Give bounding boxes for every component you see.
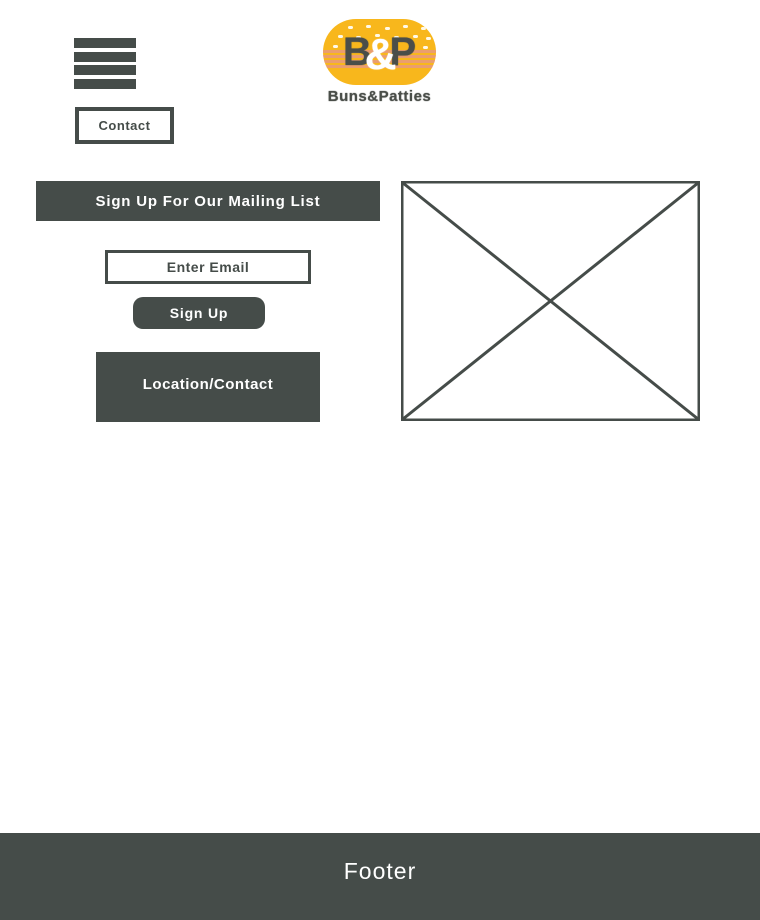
location-contact-button[interactable]: Location/Contact [96, 352, 320, 422]
hamburger-bar [74, 65, 136, 75]
crossed-box-image-placeholder [401, 181, 700, 421]
email-input[interactable] [105, 250, 311, 284]
hamburger-bar [74, 52, 136, 62]
logo-wordmark: Buns&Patties [327, 88, 432, 105]
hamburger-menu-icon[interactable] [74, 38, 136, 89]
contact-button[interactable]: Contact [75, 107, 174, 144]
hamburger-bar [74, 79, 136, 89]
footer-label: Footer [343, 858, 417, 884]
mailing-list-heading [36, 181, 380, 221]
monogram-letter-b: B [342, 30, 372, 74]
hamburger-bar [74, 38, 136, 48]
mailing-list-heading-text: Sign Up For Our Mailing List [95, 192, 321, 210]
signup-button[interactable]: Sign Up [133, 297, 265, 329]
site-logo[interactable] [323, 19, 436, 105]
monogram-letter-p: P [389, 30, 417, 74]
logo-monogram [323, 19, 436, 85]
image-placeholder-graphic [401, 181, 700, 421]
footer [0, 833, 760, 920]
burger-bun-graphic [323, 19, 436, 85]
monogram-ampersand: & [364, 30, 397, 79]
